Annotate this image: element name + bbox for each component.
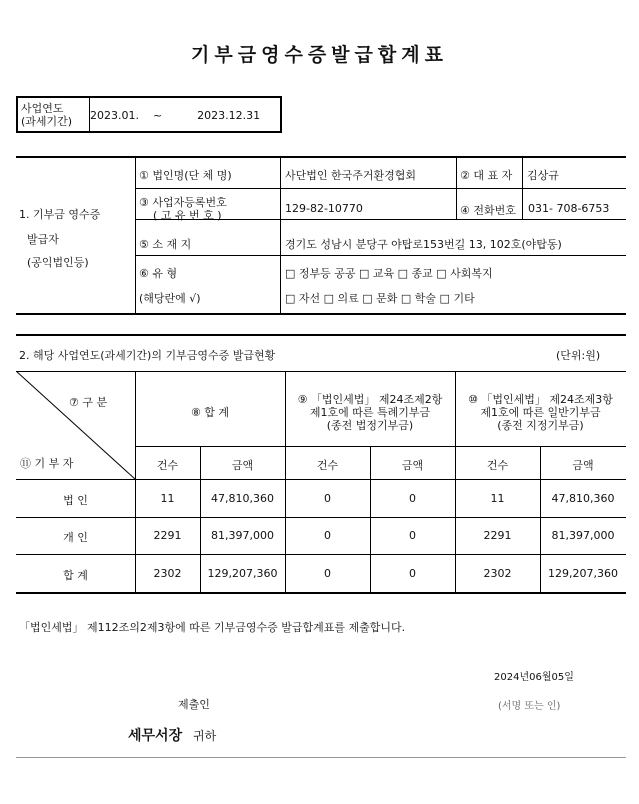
subheader-amount: 금액: [401, 459, 424, 472]
subheader-amount: 금액: [231, 459, 254, 472]
corp-name-label: ① 법인명(단 체 명): [139, 169, 232, 182]
subheader-amount: 금액: [572, 459, 594, 472]
honorific: 귀하: [193, 729, 217, 743]
bizno-value: 129-82-10770: [285, 202, 363, 215]
amount-cell: 0: [409, 567, 416, 580]
col-special-header-3: (종전 법정기부금): [326, 419, 414, 432]
issuance-status-section: [16, 334, 626, 594]
col-general-header-2: 제1호에 따른 일반기부금: [480, 406, 601, 419]
submitter-label: 제출인: [178, 698, 210, 711]
count-cell: 11: [490, 492, 505, 505]
sign-hint: (서명 또는 인): [498, 701, 561, 712]
issuer-section: [16, 156, 626, 315]
row-label: 합 계: [63, 569, 88, 582]
status-heading: 2. 해당 사업연도(과세기간)의 기부금영수증 발급현황: [19, 349, 276, 362]
diag-bottom-label: ⑪ 기 부 자: [20, 457, 74, 470]
period-label-line2: (과세기간): [21, 114, 73, 128]
count-cell: 2291: [483, 529, 512, 542]
diag-top-label: ⑦ 구 분: [69, 396, 108, 409]
submission-statement: 「법인세법」 제112조의2제3항에 따른 기부금영수증 발급합계표를 제출합니다.: [19, 621, 406, 634]
subheader-count: 건수: [316, 459, 339, 472]
count-cell: 2302: [483, 567, 512, 580]
count-cell: 0: [324, 567, 331, 580]
count-cell: 11: [160, 492, 175, 505]
period-label: [18, 98, 90, 131]
issuer-section-label: 1. 기부금 영수증: [19, 208, 101, 221]
address-value: 경기도 성남시 분당구 야탑로153번길 13, 102호(야탑동): [285, 238, 562, 251]
count-cell: 0: [324, 529, 331, 542]
amount-cell: 0: [409, 529, 416, 542]
bottom-rule: [16, 757, 626, 758]
col-general-header-3: (종전 지정기부금): [497, 419, 584, 432]
period-box: [16, 96, 282, 133]
subheader-count: 건수: [156, 459, 179, 472]
period-label-line1: 사업연도: [21, 101, 64, 115]
amount-cell: 47,810,360: [211, 492, 274, 505]
submission-date: 2024년06월05일: [494, 672, 574, 683]
col-special-header-2: 제1호에 따른 특례기부금: [309, 406, 431, 419]
count-cell: 0: [324, 492, 331, 505]
amount-cell: 81,397,000: [211, 529, 274, 542]
col-total-header: ⑧ 합 계: [190, 406, 230, 419]
phone-value: 031- 708-6753: [528, 202, 610, 215]
type-hint: (해당란에 √): [139, 292, 201, 305]
rep-value: 김상규: [527, 169, 559, 182]
issuer-section-label2: 발급자: [27, 233, 59, 246]
period-value: 2023.01. ~ 2023.12.31: [90, 109, 261, 122]
amount-cell: 129,207,360: [548, 567, 618, 580]
type-options-row2[interactable]: □ 자선 □ 의료 □ 문화 □ 학술 □ 기타: [285, 292, 475, 305]
recipient: 세무서장: [128, 728, 183, 744]
row-label: 개 인: [63, 531, 88, 544]
rep-label: ② 대 표 자: [460, 169, 513, 182]
count-cell: 2302: [153, 567, 182, 580]
subheader-count: 건수: [486, 459, 509, 472]
address-label: ⑤ 소 재 지: [139, 238, 192, 251]
row-label: 법 인: [63, 494, 88, 507]
phone-label: ④ 전화번호: [460, 204, 516, 217]
amount-cell: 47,810,360: [551, 492, 615, 505]
document-title: 기부금영수증발급합계표: [191, 44, 448, 66]
bizno-label2: ( 고 유 번 호 ): [153, 209, 222, 222]
type-options-row1[interactable]: □ 정부등 공공 □ 교육 □ 종교 □ 사회복지: [285, 267, 493, 280]
count-cell: 2291: [153, 529, 182, 542]
bizno-label1: ③ 사업자등록번호: [139, 196, 227, 209]
issuer-section-label3: (공익법인등): [27, 256, 89, 269]
amount-cell: 129,207,360: [207, 567, 278, 580]
amount-cell: 0: [409, 492, 416, 505]
col-general-header-1: ⑩ 「법인세법」 제24조제3항: [468, 393, 613, 406]
amount-cell: 81,397,000: [551, 529, 615, 542]
unit-label: (단위:원): [556, 349, 601, 362]
corp-name-value: 사단법인 한국주거환경협회: [285, 169, 417, 182]
col-special-header-1: ⑨ 「법인세법」 제24조제2항: [297, 393, 443, 406]
type-label: ⑥ 유 형: [139, 267, 178, 280]
